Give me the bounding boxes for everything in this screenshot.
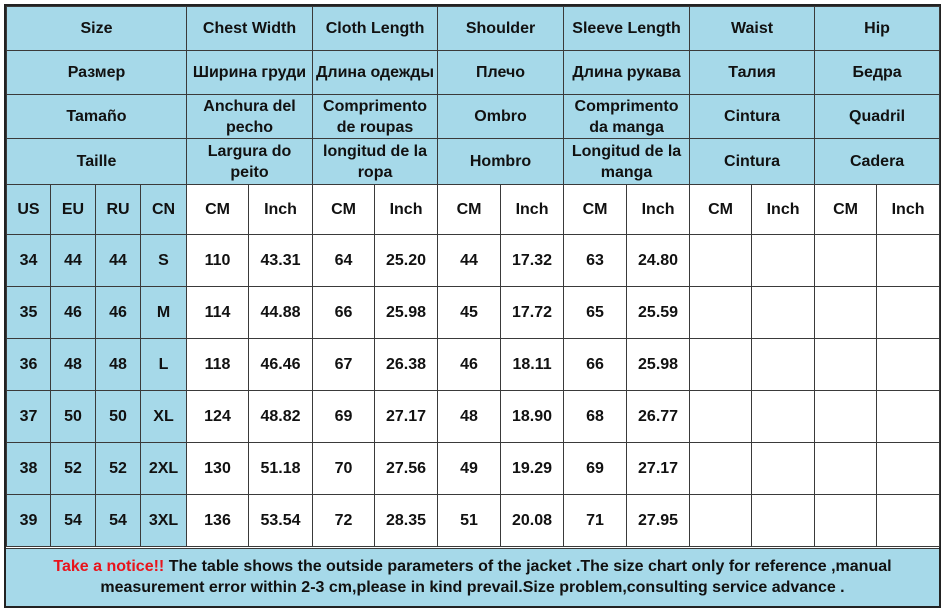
size-cn-cell: S — [141, 235, 187, 287]
measurement-cell: 20.08 — [501, 495, 564, 547]
size-ru-cell: 52 — [96, 443, 141, 495]
header-row — [7, 95, 940, 139]
size-us-cell: 37 — [7, 391, 51, 443]
measurement-cell — [690, 287, 752, 339]
size-us-cell: 39 — [7, 495, 51, 547]
measurement-cell: 27.17 — [627, 443, 690, 495]
measurement-cell: 72 — [313, 495, 375, 547]
column-header: Quadril — [815, 95, 940, 139]
unit-header: CM — [690, 185, 752, 235]
measurement-cell: 51.18 — [249, 443, 313, 495]
header-row — [7, 139, 940, 185]
notice-body: The table shows the outside parameters of the jacket .The size chart only for reference ,manual measurement error within 2-3 cm,please in kind prevail.Size problem,consulting service advance . — [100, 558, 892, 596]
measurement-cell: 136 — [187, 495, 249, 547]
notice-text — [6, 548, 939, 606]
measurement-cell — [690, 495, 752, 547]
measurement-cell — [815, 391, 877, 443]
units-row — [7, 185, 940, 235]
column-header: Largura do peito — [187, 139, 313, 185]
size-us-cell: 38 — [7, 443, 51, 495]
size-us-cell: 36 — [7, 339, 51, 391]
measurement-cell: 25.98 — [375, 287, 438, 339]
size-us-cell: 35 — [7, 287, 51, 339]
column-header: Cintura — [690, 95, 815, 139]
measurement-cell: 48.82 — [249, 391, 313, 443]
table-row — [7, 391, 940, 443]
table-row — [7, 235, 940, 287]
measurement-cell: 63 — [564, 235, 627, 287]
unit-header: Inch — [249, 185, 313, 235]
column-header: Comprimento de roupas — [313, 95, 438, 139]
unit-header: Inch — [627, 185, 690, 235]
measurement-cell: 67 — [313, 339, 375, 391]
measurement-cell — [690, 235, 752, 287]
measurement-cell: 18.90 — [501, 391, 564, 443]
measurement-cell — [752, 391, 815, 443]
measurement-cell: 25.59 — [627, 287, 690, 339]
header-label: Размер — [7, 51, 187, 95]
column-header: Waist — [690, 7, 815, 51]
unit-header: CM — [187, 185, 249, 235]
column-header: Ombro — [438, 95, 564, 139]
size-cn-cell: XL — [141, 391, 187, 443]
measurement-cell — [752, 495, 815, 547]
measurement-cell: 26.77 — [627, 391, 690, 443]
measurement-cell — [752, 443, 815, 495]
header-label: Size — [7, 7, 187, 51]
measurement-cell: 27.95 — [627, 495, 690, 547]
measurement-cell: 68 — [564, 391, 627, 443]
size-chart — [4, 4, 941, 608]
column-header: Длина рукава — [564, 51, 690, 95]
measurement-cell: 28.35 — [375, 495, 438, 547]
size-ru-cell: 46 — [96, 287, 141, 339]
measurement-cell — [877, 443, 940, 495]
column-header: Longitud de la manga — [564, 139, 690, 185]
measurement-cell: 64 — [313, 235, 375, 287]
size-ru-cell: 44 — [96, 235, 141, 287]
unit-header: CM — [564, 185, 627, 235]
measurement-cell — [815, 235, 877, 287]
measurement-cell: 69 — [313, 391, 375, 443]
measurement-cell: 118 — [187, 339, 249, 391]
column-header: Длина одежды — [313, 51, 438, 95]
header-row — [7, 51, 940, 95]
measurement-cell — [690, 339, 752, 391]
measurement-cell — [815, 495, 877, 547]
measurement-cell: 66 — [564, 339, 627, 391]
measurement-cell: 19.29 — [501, 443, 564, 495]
size-system-header: US — [7, 185, 51, 235]
size-eu-cell: 50 — [51, 391, 96, 443]
measurement-cell — [877, 287, 940, 339]
measurement-cell — [815, 339, 877, 391]
measurement-cell: 66 — [313, 287, 375, 339]
measurement-cell: 46.46 — [249, 339, 313, 391]
column-header: Cloth Length — [313, 7, 438, 51]
measurement-cell — [877, 339, 940, 391]
measurement-cell: 25.20 — [375, 235, 438, 287]
measurement-cell — [815, 443, 877, 495]
measurement-cell: 46 — [438, 339, 501, 391]
measurement-cell: 26.38 — [375, 339, 438, 391]
measurement-cell: 27.56 — [375, 443, 438, 495]
measurement-cell: 53.54 — [249, 495, 313, 547]
unit-header: Inch — [752, 185, 815, 235]
column-header: Comprimento da manga — [564, 95, 690, 139]
table-row — [7, 443, 940, 495]
unit-header: CM — [438, 185, 501, 235]
header-label: Tamaño — [7, 95, 187, 139]
size-eu-cell: 52 — [51, 443, 96, 495]
measurement-cell: 71 — [564, 495, 627, 547]
measurement-cell: 18.11 — [501, 339, 564, 391]
measurement-cell: 43.31 — [249, 235, 313, 287]
column-header: Shoulder — [438, 7, 564, 51]
measurement-cell: 114 — [187, 287, 249, 339]
column-header: Плечо — [438, 51, 564, 95]
size-table — [6, 6, 940, 547]
unit-header: CM — [313, 185, 375, 235]
measurement-cell: 17.72 — [501, 287, 564, 339]
size-cn-cell: M — [141, 287, 187, 339]
measurement-cell: 27.17 — [375, 391, 438, 443]
measurement-cell — [815, 287, 877, 339]
size-system-header: EU — [51, 185, 96, 235]
measurement-cell: 24.80 — [627, 235, 690, 287]
unit-header: CM — [815, 185, 877, 235]
notice-prefix: Take a notice!! — [53, 558, 165, 575]
size-system-header: RU — [96, 185, 141, 235]
measurement-cell: 51 — [438, 495, 501, 547]
column-header: Cintura — [690, 139, 815, 185]
measurement-cell: 44 — [438, 235, 501, 287]
column-header: Ширина груди — [187, 51, 313, 95]
table-row — [7, 495, 940, 547]
size-system-header: CN — [141, 185, 187, 235]
measurement-cell: 130 — [187, 443, 249, 495]
measurement-cell: 65 — [564, 287, 627, 339]
size-cn-cell: 2XL — [141, 443, 187, 495]
size-eu-cell: 48 — [51, 339, 96, 391]
unit-header: Inch — [501, 185, 564, 235]
measurement-cell: 48 — [438, 391, 501, 443]
size-eu-cell: 46 — [51, 287, 96, 339]
unit-header: Inch — [375, 185, 438, 235]
unit-header: Inch — [877, 185, 940, 235]
measurement-cell: 49 — [438, 443, 501, 495]
measurement-cell: 17.32 — [501, 235, 564, 287]
size-cn-cell: 3XL — [141, 495, 187, 547]
measurement-cell — [877, 495, 940, 547]
measurement-cell: 69 — [564, 443, 627, 495]
measurement-cell: 124 — [187, 391, 249, 443]
size-eu-cell: 44 — [51, 235, 96, 287]
header-row — [7, 7, 940, 51]
table-row — [7, 339, 940, 391]
column-header: longitud de la ropa — [313, 139, 438, 185]
size-cn-cell: L — [141, 339, 187, 391]
column-header: Sleeve Length — [564, 7, 690, 51]
measurement-cell: 44.88 — [249, 287, 313, 339]
header-label: Taille — [7, 139, 187, 185]
column-header: Hombro — [438, 139, 564, 185]
size-us-cell: 34 — [7, 235, 51, 287]
measurement-cell: 110 — [187, 235, 249, 287]
measurement-cell — [877, 391, 940, 443]
column-header: Chest Width — [187, 7, 313, 51]
measurement-cell — [690, 443, 752, 495]
measurement-cell: 25.98 — [627, 339, 690, 391]
size-ru-cell: 54 — [96, 495, 141, 547]
column-header: Талия — [690, 51, 815, 95]
measurement-cell — [752, 339, 815, 391]
size-eu-cell: 54 — [51, 495, 96, 547]
table-row — [7, 287, 940, 339]
size-ru-cell: 50 — [96, 391, 141, 443]
measurement-cell — [690, 391, 752, 443]
column-header: Cadera — [815, 139, 940, 185]
measurement-cell — [752, 235, 815, 287]
column-header: Бедра — [815, 51, 940, 95]
column-header: Anchura del pecho — [187, 95, 313, 139]
measurement-cell — [877, 235, 940, 287]
measurement-cell: 45 — [438, 287, 501, 339]
size-ru-cell: 48 — [96, 339, 141, 391]
measurement-cell — [752, 287, 815, 339]
column-header: Hip — [815, 7, 940, 51]
measurement-cell: 70 — [313, 443, 375, 495]
